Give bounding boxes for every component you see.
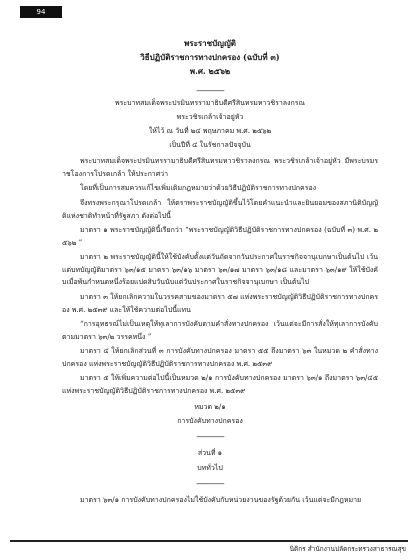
part-separator: -------------------- bbox=[196, 480, 224, 488]
paragraph-reason: โดยที่เป็นการสมควรแก้ไขเพิ่มเติมกฎหมายว่าด้วยวิธีปฏิบัติราชการทางปกครอง bbox=[80, 184, 317, 192]
part-heading: ส่วนที่ ๑ bbox=[197, 449, 223, 457]
footer-credit: นิติกร สำนักงานปลัดกระทรวงสาธารณสุข bbox=[289, 545, 406, 553]
chapter-title: การบังคับทางปกครอง bbox=[177, 417, 243, 425]
section-63-1: มาตรา ๖๓/๑ การบังคับทางปกครองไม่ใช้บังคับกับหน่วยงานของรัฐด้วยกัน เว้นแต่จะมีกฎหมาย bbox=[80, 496, 362, 504]
preamble-date: ให้ไว้ ณ วันที่ ๒๔ พฤษภาคม พ.ศ. ๒๕๖๒ bbox=[148, 127, 272, 135]
act-title-block bbox=[0, 36, 420, 78]
part-title: บททั่วไป bbox=[197, 464, 223, 472]
page-number-badge: 94 bbox=[20, 6, 62, 18]
section-3: มาตรา ๓ ให้ยกเลิกความในวรรคสามของมาตรา ๕๗ แห่งพระราชบัญญัติวิธีปฏิบัติราชการทางปกครอง พ.ศ. ๒๕๓๙ และให้ใช้ความต่อไปนี้แทน bbox=[62, 293, 378, 314]
preamble-king-title: พระวชิรเกล้าเจ้าอยู่หัว bbox=[176, 113, 244, 121]
section-2: มาตรา ๒ พระราชบัญญัตินี้ให้ใช้บังคับตั้งแต่วันถัดจากวันประกาศในราชกิจจานุเบกษาเป็นต้นไป เว้นแต่บทบัญญัติมาตรา ๖๓/๑๕ มาตรา ๖๓/๑๖ มาตรา ๖๓/๑๗ มาตรา ๖๓/๑๘ และมาตรา ๖๓/๑๙ ให้ใช้บังคับเมื่อพ้นกำหนดหนึ่งร้อยแปดสิบวันนับแต่วันประกาศในราชกิจจานุเบกษา เป็นต้นไป bbox=[62, 253, 378, 286]
chapter-separator: -------------------- bbox=[196, 433, 224, 441]
section-4: มาตรา ๔ ให้ยกเลิกส่วนที่ ๓ การบังคับทางปกครอง มาตรา ๕๕ ถึงมาตรา ๖๓ ในหมวด ๒ คำสั่งทางปกครอง แห่งพระราชบัญญัติวิธีปฏิบัติราชการทางปกครอง พ.ศ. ๒๕๓๙ bbox=[62, 347, 378, 368]
section-1: มาตรา ๑ พระราชบัญญัตินี้เรียกว่า “พระราชบัญญัติวิธีปฏิบัติราชการทางปกครอง (ฉบับที่ ๓) พ.ศ. ๒๕๖๒ ” bbox=[62, 226, 378, 247]
paragraph-enactment: จึงทรงพระกรุณาโปรดเกล้า ให้ตราพระราชบัญญัติขึ้นไว้โดยคำแนะนำและยินยอมของสภานิติบัญญัติแห่งชาติทำหน้าที่รัฐสภา ดังต่อไปนี้ bbox=[62, 199, 378, 220]
paragraph-proclamation: พระบาทสมเด็จพระปรมินทรรามาธิบดีศรีสินทรมหาวชิราลงกรณ พระวชิรเกล้าเจ้าอยู่หัว มีพระบรมราชโองการโปรดเกล้า ให้ประกาศว่า bbox=[62, 157, 378, 178]
section-3-quoted-text: “การอุทธรณ์ไม่เป็นเหตุให้ทุเลาการบังคับตามคำสั่งทางปกครอง เว้นแต่จะมีการสั่งให้ทุเลาการบังคับตามมาตรา ๖๓/๒ วรรคหนึ่ง ” bbox=[62, 320, 378, 341]
title-separator: -------------------- bbox=[196, 87, 224, 95]
chapter-heading: หมวด ๒/๑ bbox=[194, 403, 226, 411]
act-title: วิธีปฏิบัติราชการทางปกครอง (ฉบับที่ ๓) bbox=[140, 52, 280, 62]
preamble-king: พระบาทสมเด็จพระปรมินทรรามาธิบดีศรีสินทรมหาวชิราลงกรณ bbox=[114, 99, 306, 107]
act-year: พ.ศ. ๒๕๖๒ bbox=[189, 66, 231, 76]
act-type: พระราชบัญญัติ bbox=[184, 38, 236, 48]
preamble-reign-year: เป็นปีที่ ๔ ในรัชกาลปัจจุบัน bbox=[169, 141, 251, 149]
section-5: มาตรา ๕ ให้เพิ่มความต่อไปนี้เป็นหมวด ๒/๑ การบังคับทางปกครอง มาตรา ๖๓/๑ ถึงมาตรา ๖๓/๔๕ แห่งพระราชบัญญัติวิธีปฏิบัติราชการทางปกครอง พ.ศ. ๒๕๓๙ bbox=[62, 374, 378, 395]
footer-rule bbox=[10, 540, 408, 542]
